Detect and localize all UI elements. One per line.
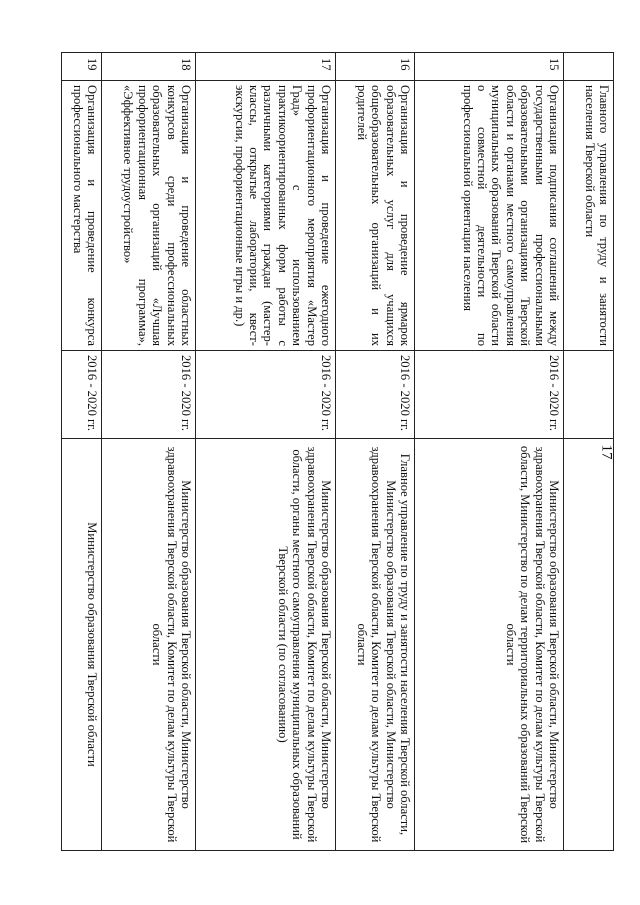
period-text: 2016 - 2020 гг. <box>415 351 564 439</box>
responsible-text: Министерство образования Тверской области, Министерство здравоохранения Тверской области, Комитет по делам культуры Тверской области, Министерство по делам территориальных образований Тверской области <box>415 439 564 851</box>
period-text: 2016 - 2020 гг. <box>102 351 196 439</box>
activity-text: Организация подписания соглашений между государственными профессиональными образовательными организациями Тверской области и органами местного самоуправления муниципальных образований Тверской области о совместной деятельности по профессиональной ориентации населения <box>415 81 564 351</box>
activity-text: Организация и проведение областных конкурсов среди профессиональных образовательных организаций «Лучшая профориентационная программа», «Эффективное трудоустройство» <box>102 81 196 351</box>
measures-table <box>61 52 614 851</box>
row-number: 19 <box>62 53 102 81</box>
period-text: 2016 - 2020 гг. <box>62 351 102 439</box>
table-row <box>415 53 564 851</box>
period-text: 2016 - 2020 гг. <box>196 351 336 439</box>
row-number: 16 <box>336 53 415 81</box>
row-number: 18 <box>102 53 196 81</box>
table-row <box>102 53 196 851</box>
table-row <box>62 53 102 851</box>
responsible-text <box>564 439 614 851</box>
activity-text: Организация и проведение конкурса профессионального мастерства <box>62 81 102 351</box>
row-number: 17 <box>196 53 336 81</box>
responsible-text: Главное управление по труду и занятости населения Тверской области, Министерство образования Тверской области, Министерство здравоохранения Тверской области, Комитет по делам культуры Тверской области <box>336 439 415 851</box>
period-text <box>564 351 614 439</box>
period-text: 2016 - 2020 гг. <box>336 351 415 439</box>
activity-text: Организация и проведение ярмарок образовательных услуг для учащихся общеобразовательных организаций и их родителей <box>336 81 415 351</box>
activity-text: Главного управления по труду и занятости населения Тверской области <box>564 81 614 351</box>
row-number: 15 <box>415 53 564 81</box>
responsible-text: Министерство образования Тверской области, Министерство здравоохранения Тверской области, Комитет по делам культуры Тверской области <box>102 439 196 851</box>
row-number <box>564 53 614 81</box>
activity-text: Организация и проведение ежегодного профориентационного мероприятия «Мастер Град» с использованием практикоориентированных форм работы с различными категориями граждан (мастер-классы, открытые лаборатории, квест-экскурсии, профориентационные игры и др.) <box>196 81 336 351</box>
table-row <box>564 53 614 851</box>
table-row <box>196 53 336 851</box>
responsible-text: Министерство образования Тверской области <box>62 439 102 851</box>
table-row <box>336 53 415 851</box>
rotated-page-content <box>62 52 614 850</box>
page-number: 17 <box>598 444 615 460</box>
responsible-text: Министерство образования Тверской области, Министерство здравоохранения Тверской области, Комитет по делам культуры Тверской области, органы местного самоуправления муниципальных образований Тверской области (по согласованию) <box>196 439 336 851</box>
